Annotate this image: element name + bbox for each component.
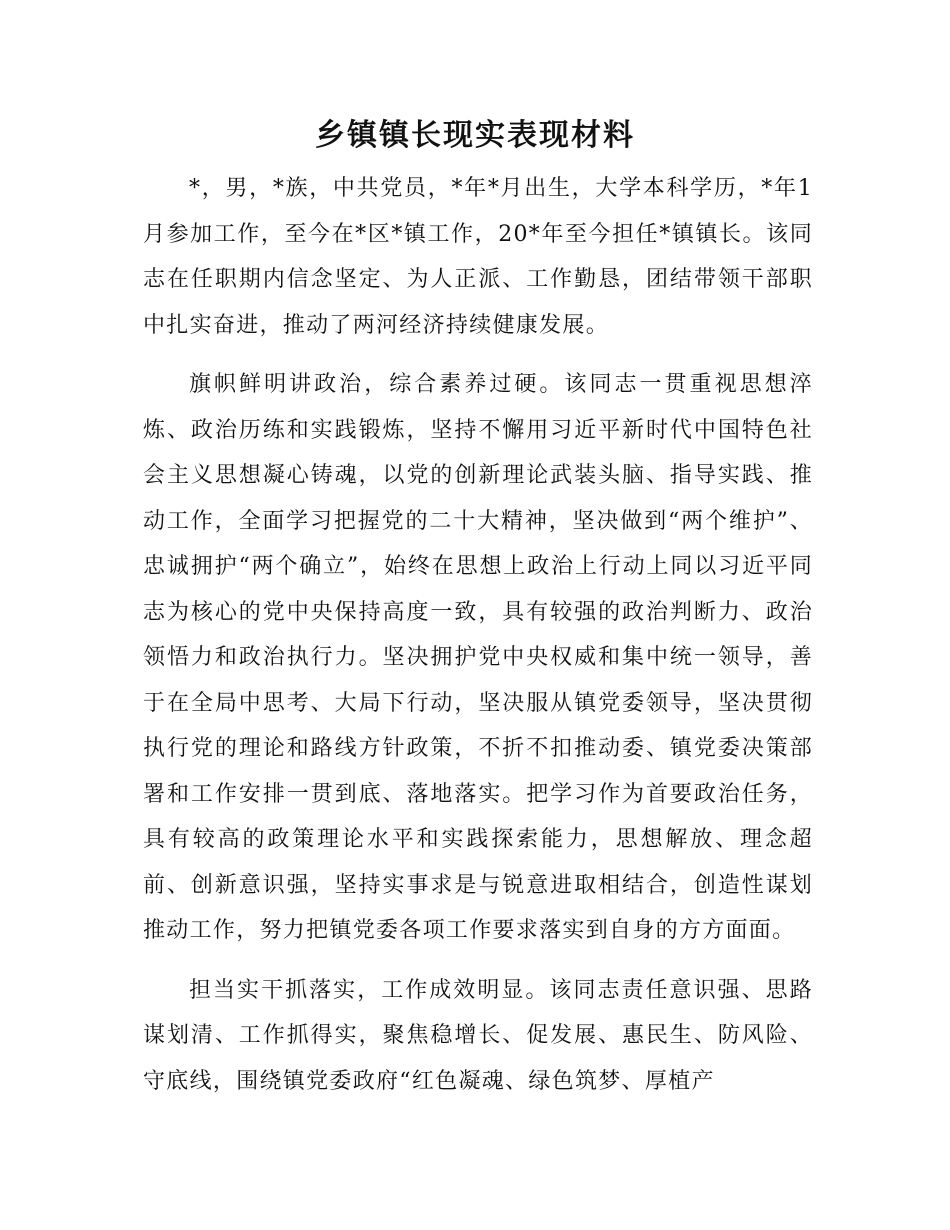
paragraph-work-results: 担当实干抓落实，工作成效明显。该同志责任意识强、思路谋划清、工作抓得实，聚焦稳增长、促发展、惠民生、防风险、守底线，围绕镇党委政府“红色凝魂、绿色筑梦、厚植产 (143, 977, 813, 1094)
document-title: 乡镇镇长现实表现材料 (315, 118, 635, 153)
document-body (143, 166, 813, 1118)
paragraph-politics: 旗帜鲜明讲政治，综合素养过硬。该同志一贯重视思想淬炼、政治历练和实践锻炼，坚持不懈用习近平新时代中国特色社会主义思想凝心铸魂，以党的创新理论武装头脑、指导实践、推动工作，全面学习把握党的二十大精神，坚决做到“两个维护”、忠诚拥护“两个确立”，始终在思想上政治上行动上同以习近平同志为核心的党中央保持高度一致，具有较强的政治判断力、政治领悟力和政治执行力。坚决拥护党中央权威和集中统一领导，善于在全局中思考、大局下行动，坚决服从镇党委领导，坚决贯彻执行党的理论和路线方针政策，不折不扣推动委、镇党委决策部署和工作安排一贯到底、落地落实。把学习作为首要政治任务，具有较高的政策理论水平和实践探索能力，思想解放、理念超前、创新意识强，坚持实事求是与锐意进取相结合，创造性谋划推动工作，努力把镇党委各项工作要求落实到自身的方方面面。 (143, 372, 813, 943)
paragraph-intro: *，男，*族，中共党员，*年*月出生，大学本科学历，*年1月参加工作，至今在*区*镇工作，20*年至今担任*镇镇长。该同志在任职期内信念坚定、为人正派、工作勤恳，团结带领干部职中扎实奋进，推动了两河经济持续健康发展。 (143, 176, 813, 338)
